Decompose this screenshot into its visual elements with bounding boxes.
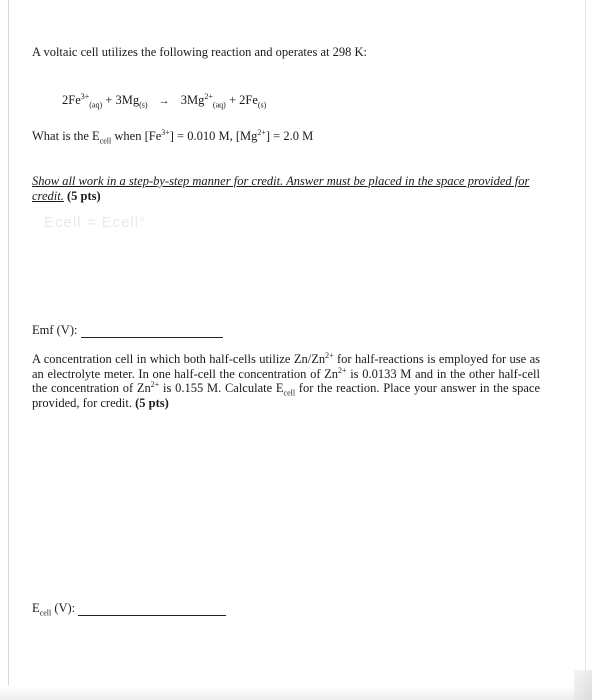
question1-prompt-sub: cell — [99, 136, 112, 146]
question1-prompt-suffix: ] = 2.0 M — [265, 129, 314, 143]
question1-prompt-prefix: What is the E — [32, 129, 100, 143]
question2-paragraph — [32, 352, 540, 410]
question1-instructions — [32, 174, 532, 204]
emf-answer-row — [32, 322, 223, 338]
question2-points: (5 pts) — [135, 395, 169, 410]
question1-prompt-middle2: ] = 0.010 M, [Mg — [169, 129, 258, 143]
question1-prompt-sup1: 3+ — [161, 127, 170, 137]
page-corner — [574, 670, 592, 700]
ecell-answer-field[interactable] — [78, 603, 226, 616]
question2-sup-2: 2+ — [338, 365, 347, 375]
emf-answer-field[interactable] — [81, 325, 223, 338]
product-mg2-charge: 2+ — [204, 91, 213, 101]
question2-text-1: A concentration cell in which both half-cells utilize Zn/Zn — [32, 352, 326, 366]
ecell-answer-label-sub: cell — [39, 608, 52, 618]
reactant-fe3-state: (aq) — [89, 100, 103, 110]
reactant-fe3-coef: 2Fe — [62, 93, 81, 107]
reactant-mg: + 3Mg — [105, 93, 140, 107]
question2-sup-3: 2+ — [150, 379, 160, 389]
product-fe-state: (s) — [257, 100, 267, 110]
product-fe: + 2Fe — [228, 93, 258, 107]
faint-handwriting: Ecell = Ecell° — [44, 214, 147, 231]
page-right-edge — [585, 0, 586, 700]
instructions-underlined: Show all work in a step-by-step manner for credit. Answer must be placed in the space provided for credit. — [32, 174, 530, 203]
question2-text-5: for the reaction. Place your answer in the space provided, for credit. — [32, 381, 541, 410]
question2-sub-1: cell — [283, 388, 296, 398]
ecell-answer-label-suffix: (V): — [51, 601, 76, 615]
reaction-equation — [62, 92, 266, 109]
question2-text-2: for half-reactions is employed for use as an electrolyte meter. In one half-cell the concentration of Zn — [32, 352, 540, 381]
ecell-answer-label-prefix: E — [32, 601, 40, 615]
question1-prompt-sup2: 2+ — [257, 127, 266, 137]
question1-prompt-middle1: when [Fe — [111, 129, 162, 143]
question1-points: (5 pts) — [66, 189, 101, 203]
reactant-fe3-charge: 3+ — [80, 91, 90, 101]
reaction-arrow-icon: → — [158, 95, 170, 107]
page-left-edge — [8, 0, 9, 700]
question2-text-3: is 0.0133 M and in the other half-cell the concentration of Zn — [32, 366, 540, 395]
product-mg2-coef: 3Mg — [180, 93, 205, 107]
emf-answer-label: Emf (V): — [32, 323, 78, 337]
question2-sup-1: 2+ — [325, 350, 334, 360]
question2-text-4: is 0.155 M. Calculate E — [159, 381, 284, 395]
ecell-answer-row — [32, 600, 226, 616]
product-mg2-state: (aq) — [212, 100, 226, 110]
question1-prompt — [32, 128, 313, 144]
question1-intro: A voltaic cell utilizes the following reaction and operates at 298 K: — [32, 45, 367, 59]
page-bottom-shadow — [0, 686, 592, 700]
reactant-mg-state: (s) — [139, 100, 148, 110]
